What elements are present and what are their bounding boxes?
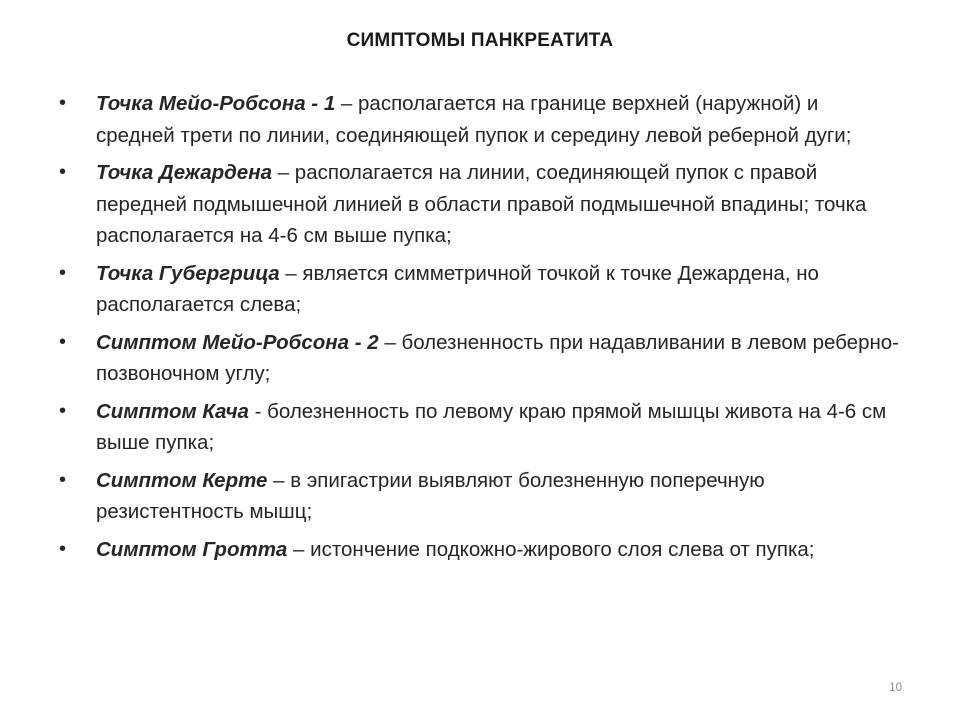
list-item	[0, 88, 960, 151]
bullet-icon: •	[59, 92, 67, 114]
item-term: Симптом Кача	[96, 399, 249, 423]
list-item	[0, 157, 960, 252]
item-description: – располагается на линии, соединяющей пупок с правой передней подмышечной линией в области правой подмышечной впадины; точка располагается на 4-6 см выше пупка;	[96, 161, 867, 247]
list-item	[0, 327, 960, 390]
bullet-icon: •	[59, 161, 67, 183]
item-term: Точка Губергрица	[96, 261, 280, 285]
page-number: 10	[889, 682, 902, 694]
item-term: Точка Мейо-Робсона - 1	[96, 92, 336, 115]
bullet-icon: •	[59, 537, 67, 560]
item-description: – располагается на границе верхней (наружной) и средней трети по линии, соединяющей пупок и середину левой реберной дуги;	[96, 92, 852, 147]
item-description: – в эпигастрии выявляют болезненную поперечную резистентность мышц;	[96, 468, 765, 523]
item-description: – истончение подкожно-жирового слоя слева от пупка;	[287, 537, 815, 561]
symptom-list	[0, 88, 960, 571]
slide-title: СИМПТОМЫ ПАНКРЕАТИТА	[346, 30, 614, 51]
item-term: Симптом Мейо-Робсона - 2	[96, 330, 379, 354]
bullet-icon: •	[59, 330, 67, 353]
item-term: Симптом Керте	[96, 468, 268, 492]
item-description: - болезненность по левому краю прямой мышцы живота на 4-6 см выше пупка;	[96, 399, 887, 454]
bullet-icon: •	[59, 468, 67, 491]
list-item	[0, 534, 960, 566]
item-term: Точка Дежардена	[96, 161, 272, 184]
item-description: – болезненность при надавливании в левом реберно-позвоночном углу;	[96, 330, 900, 385]
bullet-icon: •	[59, 261, 67, 284]
bullet-icon: •	[59, 399, 67, 422]
item-term: Симптом Гротта	[96, 537, 288, 561]
list-item	[0, 465, 960, 528]
list-item	[0, 396, 960, 459]
item-description: – является симметричной точкой к точке Дежардена, но располагается слева;	[96, 261, 819, 316]
list-item	[0, 258, 960, 321]
